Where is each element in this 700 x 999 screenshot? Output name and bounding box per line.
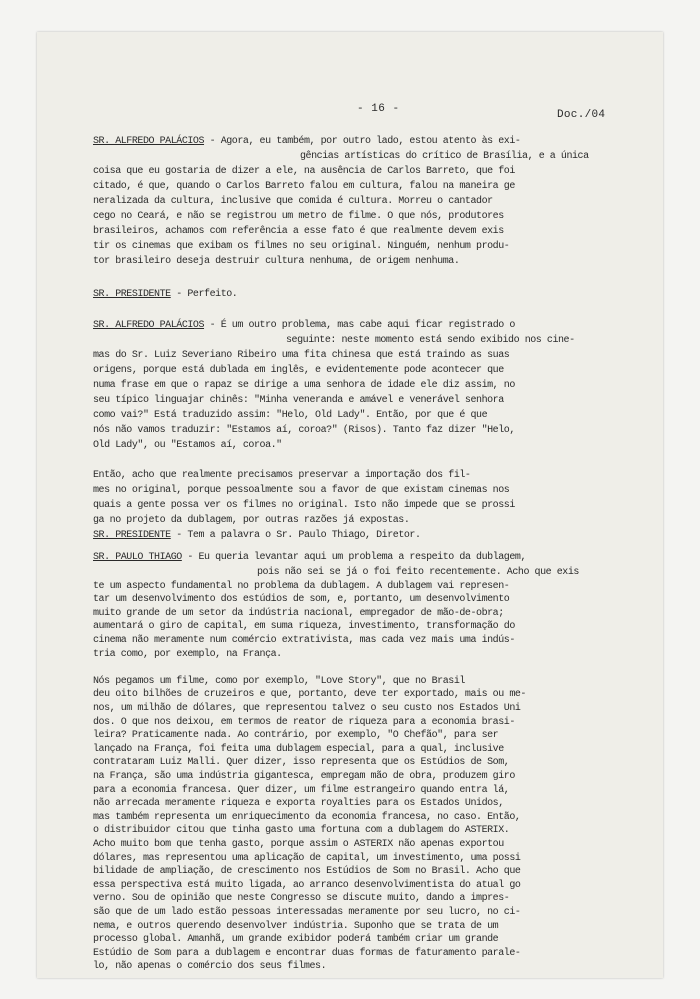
speech-line: ga no projeto da dublagem, por outras razões já expostas. <box>93 515 410 526</box>
speech-line: verno. Sou de opinião que neste Congresso se discute muito, dando a impres- <box>93 893 510 905</box>
speech-line: quais a gente possa ver os filmes no original. Isto não impede que se prossi <box>93 500 515 511</box>
speech-line: nema, e outros querendo desenvolver indústria. Suponho que se trata de um <box>93 920 499 932</box>
speech-line: SR. PRESIDENTE - Perfeito. <box>93 289 238 300</box>
speaker-name: SR. PAULO THIAGO <box>93 552 182 563</box>
speech-line: gências artísticas do crítico de Brasília, e a única <box>300 151 589 162</box>
speech-line: na França, são uma indústria gigantesca, empregam mão de obra, produzem giro <box>93 771 515 782</box>
speech-line: Acho muito bom que tenha gasto, porque assim o ASTERIX não apenas exportou <box>93 839 504 850</box>
speech-line: cinema não meramente num comércio extrativista, mas cada vez mais uma indús- <box>93 635 515 646</box>
speech-line: não arrecada meramente riqueza e exporta royalties para os Estados Unidos, <box>93 798 504 810</box>
speaker-name: SR. PRESIDENTE <box>93 289 171 300</box>
speech-line: Estúdio de Som para a dublagem e encontrar duas formas de faturamento parale- <box>93 947 521 959</box>
speech-line: brasileiros, achamos com referência a esse fato é que realmente devem exis <box>93 226 504 237</box>
speech-line: processo global. Amanhã, um grande exibidor poderá também criar um grande <box>93 934 499 946</box>
speech-line: tir os cinemas que exibam os filmes no seu original. Ninguém, nenhum produ- <box>93 241 510 252</box>
speech-line: neralizada da cultura, inclusive que comida é cultura. Morreu o cantador <box>93 196 493 207</box>
speech-line: Nós pegamos um filme, como por exemplo, "Love Story", que no Brasil <box>93 675 465 687</box>
speech-line: bilidade de ampliação, de crescimento nos Estúdios de Som no Brasil. Acho que <box>93 866 521 878</box>
speech-line: contrataram Luiz Malli. Quer dizer, isso representa que os Estúdios de Som, <box>93 757 510 769</box>
speech-line: pois não sei se já o foi feito recentemente. Acho que exis <box>257 567 579 578</box>
speech-line: muito grande de um setor da indústria nacional, empregador de mão-de-obra; <box>93 607 504 619</box>
speech-line: dos. O que nos deixou, em termos de reator de riqueza para a economia brasi- <box>93 716 515 728</box>
speech-line: lançado na França, foi feita uma dublagem especial, para a qual, inclusive <box>93 743 504 755</box>
speech-line: tria como, por exemplo, na França. <box>93 648 282 660</box>
speech-line: tor brasileiro deseja destruir cultura nenhuma, de origem nenhuma. <box>93 256 460 267</box>
speech-line: nós não vamos traduzir: "Estamos aí, coroa?" (Risos). Tanto faz dizer "Helo, <box>93 425 515 436</box>
speech-line: seu típico linguajar chinês: "Minha veneranda e amável e venerável senhora <box>93 395 504 406</box>
speech-line: aumentará o giro de capital, em suma riqueza, investimento, transformação do <box>93 621 515 633</box>
speech-line: nos, um milhão de dólares, que representou talvez o seu custo nos Estados Uni <box>93 703 521 714</box>
speech-line: seguinte: neste momento está sendo exibido nos cine- <box>286 335 575 346</box>
document-reference: Doc./04 <box>557 109 606 121</box>
speech-line: essa perspectiva está muito ligada, ao arranco desenvolvimentista do atual go <box>93 879 521 891</box>
speech-line: leira? Praticamente nada. Ao contrário, por exemplo, "O Chefão", para ser <box>93 730 499 742</box>
speaker-name: SR. ALFREDO PALÁCIOS <box>93 136 205 147</box>
speech-line: mas também representa um enriquecimento da economia francesa, no caso. Então, <box>93 811 521 823</box>
speech-line: numa frase em que o rapaz se dirige a uma senhora de idade ele diz assim, no <box>93 380 515 391</box>
speech-line: lo, não apenas o comércio dos seus filmes. <box>93 961 327 973</box>
speaker-name: SR. PRESIDENTE <box>93 530 171 541</box>
speech-line: SR. ALFREDO PALÁCIOS - Agora, eu também, por outro lado, estou atento às exi- <box>93 136 521 147</box>
speech-line: mes no original, porque pessoalmente sou a favor de que existam cinemas nos <box>93 485 510 496</box>
speech-line: são que de um lado estão pessoas interessadas meramente por seu lucro, no ci- <box>93 907 521 918</box>
speech-line: cego no Ceará, e não se registrou um metro de filme. O que nós, produtores <box>93 211 504 222</box>
speech-line: SR. ALFREDO PALÁCIOS - É um outro problema, mas cabe aqui ficar registrado o <box>93 320 515 331</box>
speech-line: mas do Sr. Luiz Severiano Ribeiro uma fita chinesa que está traindo as suas <box>93 350 510 361</box>
speech-line: como vai?" Está traduzido assim: "Helo, Old Lady". Então, por que é que <box>93 410 488 421</box>
speech-line: coisa que eu gostaria de dizer a ele, na ausência de Carlos Barreto, que foi <box>93 166 515 177</box>
speech-line: dólares, mas representou uma aplicação de capital, um investimento, uma possi <box>93 852 521 864</box>
speech-line: para a economia francesa. Quer dizer, um filme estrangeiro quando entra lá, <box>93 784 510 796</box>
speech-line: citado, é que, quando o Carlos Barreto falou em cultura, falou na maneira ge <box>93 181 515 192</box>
speech-line: origens, porque está dublada em inglês, e evidentemente pode acontecer que <box>93 365 504 376</box>
speech-line: deu oito bilhões de cruzeiros e que, portanto, deve ter exportado, mais ou me- <box>93 689 526 701</box>
speech-line: SR. PAULO THIAGO - Eu queria levantar aqui um problema a respeito da dublagem, <box>93 552 527 563</box>
speech-line: o distribuidor citou que tinha gasto uma fortuna com a dublagem do ASTERIX. <box>93 825 510 837</box>
speech-line: SR. PRESIDENTE - Tem a palavra o Sr. Paulo Thiago, Diretor. <box>93 530 421 541</box>
speaker-name: SR. ALFREDO PALÁCIOS <box>93 320 205 331</box>
speech-line: tar um desenvolvimento dos estúdios de som, e, portanto, um desenvolvimento <box>93 594 510 606</box>
page-number: - 16 - <box>357 103 400 115</box>
speech-line: Old Lady", ou "Estamos aí, coroa." <box>93 440 282 451</box>
speech-line: te um aspecto fundamental no problema da dublagem. A dublagem vai represen- <box>93 580 510 592</box>
speech-line: Então, acho que realmente precisamos preservar a importação dos fil- <box>93 470 471 481</box>
